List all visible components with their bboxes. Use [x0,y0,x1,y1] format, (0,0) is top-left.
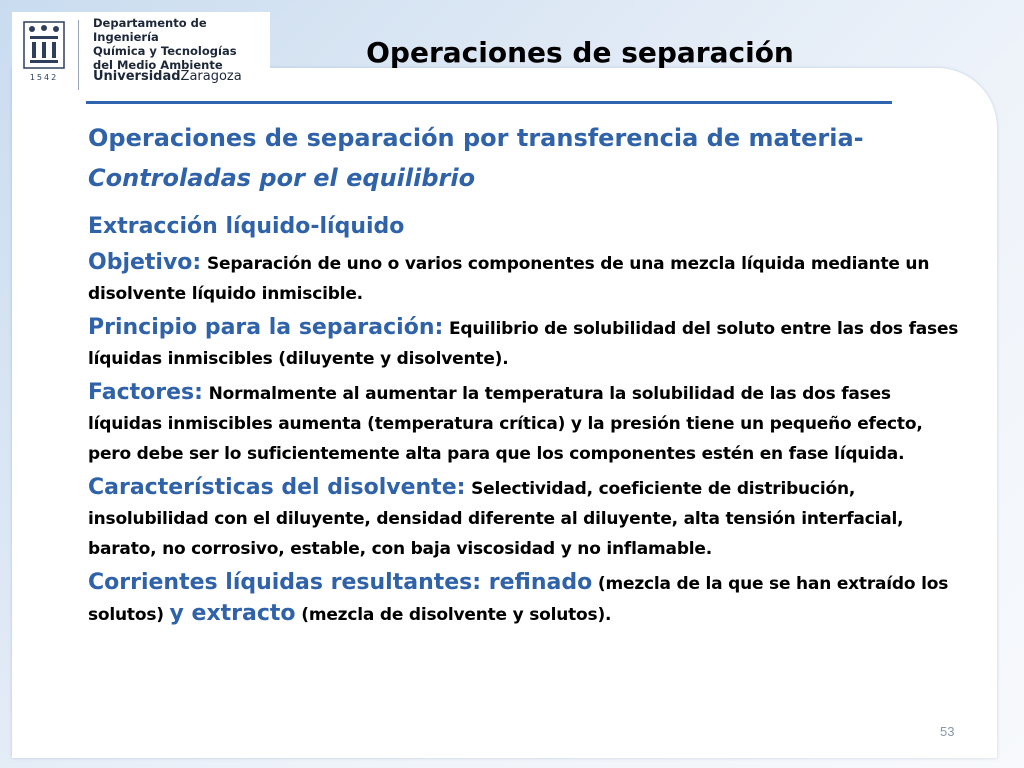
department-name [93,16,268,72]
section-heading: Extracción líquido-líquido [88,214,405,239]
title-underline [86,101,892,104]
slide-subtitle [88,118,968,198]
university-name-regular: Zaragoza [180,69,242,84]
objetivo-paragraph [88,248,968,309]
department-line-3: del Medio Ambiente [93,58,223,72]
logo-divider [78,20,79,90]
corrientes-text-2: (mezcla de disolvente y solutos). [295,605,612,625]
corrientes-text-1: (mezcla de la que se han extraído los solutos) [88,574,949,625]
university-shield-icon [22,20,66,70]
corrientes-label-2: y extracto [169,601,296,626]
corrientes-paragraph [88,568,968,630]
page-number: 53 [940,724,955,739]
principio-text: Equilibrio de solubilidad del soluto entre las dos fases líquidas inmiscibles (diluyente y disolvente). [88,319,959,369]
caracteristicas-label: Características del disolvente: [88,475,466,500]
subtitle-line-2: Controladas por el equilibrio [88,164,476,192]
factores-label: Factores: [88,380,203,405]
principio-label: Principio para la separación: [88,315,444,340]
university-name-bold: Universidad [93,69,181,84]
caracteristicas-paragraph [88,473,968,564]
factores-paragraph [88,378,968,469]
department-line-2: Química y Tecnologías [93,44,237,58]
subtitle-line-1: Operaciones de separación por transferencia de materia- [88,124,864,152]
slide-body [88,212,968,630]
objetivo-text: Separación de uno o varios componentes de una mezcla líquida mediante un disolvente líquido inmiscible. [88,254,930,304]
principio-paragraph [88,313,968,374]
department-line-1: Departamento de Ingeniería [93,16,207,44]
objetivo-label: Objetivo: [88,250,202,275]
university-name [93,69,242,84]
corrientes-label: Corrientes líquidas resultantes: refinado [88,570,593,595]
slide-title: Operaciones de separación [366,36,794,69]
caracteristicas-text: Selectividad, coeficiente de distribución, insolubilidad con el diluyente, densidad diferente al diluyente, alta tensión interfacial, barato, no corrosivo, estable, con baja viscosidad y no inflamable. [88,479,904,559]
logo-year: 1542 [29,73,59,82]
factores-text: Normalmente al aumentar la temperatura la solubilidad de las dos fases líquidas inmiscibles aumenta (temperatura crítica) y la presión tiene un pequeño efecto, pero debe ser lo suficientemente alta para que los componentes estén en fase líquida. [88,384,923,464]
